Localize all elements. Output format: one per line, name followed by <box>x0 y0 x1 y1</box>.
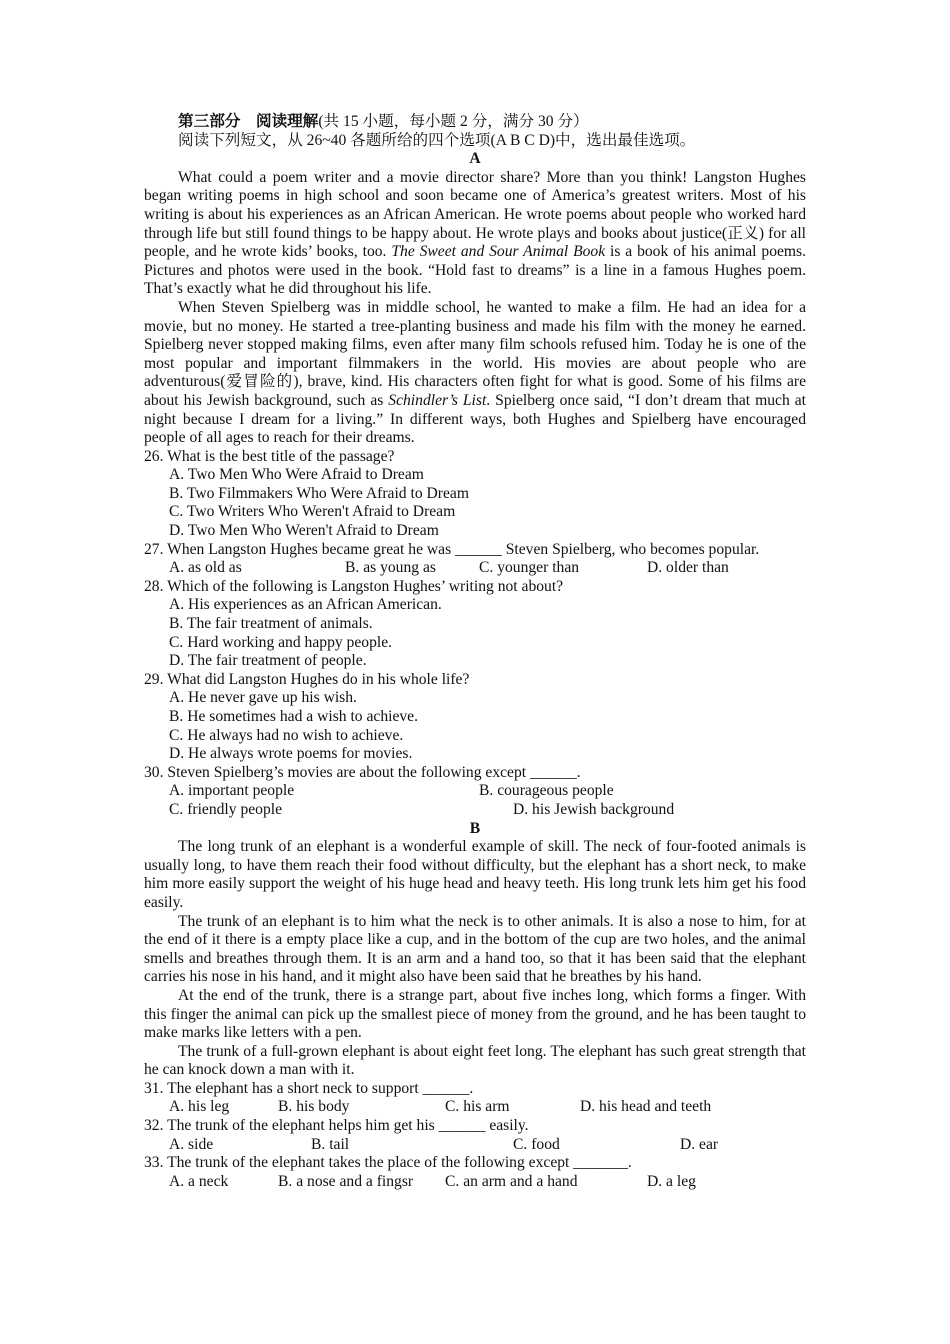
option-a: A. his leg <box>169 1098 230 1116</box>
option-a: A. as old as <box>169 559 242 577</box>
part-title-bold: 第三部分 阅读理解 <box>178 113 319 130</box>
passage-b-paragraph-1: The long trunk of an elephant is a wonderful example of skill. The neck of four-footed animals is usually long, to have them reach their food without difficulty, but the elephant has a short neck, to make him more easily support the weight of his huge head and heavy teeth. His long trunk lets him get his food easily. <box>144 838 806 911</box>
option-c: C. food <box>513 1135 560 1153</box>
option-c: C. an arm and a hand <box>445 1172 578 1190</box>
options-row <box>144 782 806 801</box>
options-row <box>144 1173 806 1192</box>
passage-a-p1-text-end: is a book of his animal poems. Pictures and photos were used in the book. “Hold fast to dreams” is a line in a famous Hughes poem. That’s exactly what he did throughout his life. <box>144 243 807 298</box>
options-row <box>144 801 806 820</box>
question-31 <box>144 1080 806 1117</box>
option-a: A. His experiences as an African American. <box>169 596 442 614</box>
option-a: A. important people <box>169 782 295 800</box>
option-c: C. Hard working and happy people. <box>169 633 393 651</box>
option-a: A. a neck <box>169 1172 229 1190</box>
question-30 <box>144 764 806 820</box>
option-c: C. He always had no wish to achieve. <box>169 726 404 744</box>
film-title: Schindler’s List <box>388 391 487 409</box>
option-c: C. Two Writers Who Weren't Afraid to Dream <box>169 503 456 521</box>
option-b: B. a nose and a fingsr <box>278 1172 414 1190</box>
options-row <box>144 1098 806 1117</box>
question-33 <box>144 1154 806 1191</box>
instructions: 阅读下列短文，从 26~40 各题所给的四个选项(A B C D)中，选出最佳选项。 <box>178 131 696 149</box>
option-b: B. courageous people <box>479 782 614 800</box>
options-row <box>144 1136 806 1155</box>
passage-b-paragraph-4: The trunk of a full-grown elephant is about eight feet long. The elephant has such great strength that he can knock down a man with it. <box>144 1042 806 1079</box>
passage-a-paragraph-1 <box>144 169 806 299</box>
question-stem: 29. What did Langston Hughes do in his whole life? <box>144 670 470 688</box>
question-stem: 33. The trunk of the elephant takes the place of the following except _______. <box>144 1154 632 1172</box>
option-d: D. Two Men Who Weren't Afraid to Dream <box>169 522 439 540</box>
option-b: B. The fair treatment of animals. <box>169 615 373 633</box>
question-stem: 31. The elephant has a short neck to support ______. <box>144 1079 474 1097</box>
exam-page <box>144 113 806 1191</box>
option-c: C. his arm <box>445 1098 510 1116</box>
option-c: C. friendly people <box>169 800 283 818</box>
option-b: B. He sometimes had a wish to achieve. <box>169 708 419 725</box>
passage-a-p1-text: What could a poem writer and a movie director share? More than you think! Langston Hughes began writing poems in high school and soon became one of America’s greatest writers. Most of his writing is about his experiences as an African American. He wrote poems about people who worked hard through life but still found things to be happy about. He wrote plays and books about justice(正义) for all people, and he wrote kids’ books, too. <box>144 168 806 261</box>
question-stem: 28. Which of the following is Langston Hughes’ writing not about? <box>144 577 564 595</box>
question-27 <box>144 541 806 578</box>
question-stem: 32. The trunk of the elephant helps him get his ______ easily. <box>144 1117 529 1135</box>
passage-b-paragraph-3: At the end of the trunk, there is a strange part, about five inches long, which forms a finger. With this finger the animal can pick up the smallest piece of money from the ground, and he has been taught to make marks like letters with a pen. <box>144 986 806 1042</box>
option-d: D. He always wrote poems for movies. <box>169 745 413 763</box>
part-title-rest: (共 15 小题，每小题 2 分，满分 30 分） <box>318 113 589 130</box>
option-d: D. his head and teeth <box>580 1098 712 1116</box>
option-b: B. his body <box>278 1098 350 1116</box>
question-stem: 26. What is the best title of the passage? <box>144 447 395 465</box>
section-a-label: A <box>469 150 481 168</box>
option-d: D. his Jewish background <box>513 800 675 818</box>
section-b-label: B <box>469 819 481 837</box>
book-title: The Sweet and Sour Animal Book <box>391 243 606 261</box>
option-b: B. tail <box>311 1135 350 1153</box>
question-28 <box>144 578 806 671</box>
option-a: A. He never gave up his wish. <box>169 689 357 707</box>
option-b: B. Two Filmmakers Who Were Afraid to Dream <box>169 484 469 502</box>
passage-a-p2-text-end: . Spielberg once said, “I don’t dream that much at night because I dream for a living.” In different ways, both Hughes and Spielberg have encouraged people of all ages to reach for their dreams. <box>144 391 806 447</box>
option-d: D. a leg <box>647 1172 696 1190</box>
question-stem: 27. When Langston Hughes became great he was ______ Steven Spielberg, who becomes popular. <box>144 540 760 558</box>
question-32 <box>144 1117 806 1154</box>
passage-b-paragraph-2: The trunk of an elephant is to him what the neck is to other animals. It is also a nose to him, for at the end of it there is a empty place like a cup, and in the bottom of the cup are two holes, and the animal smells and breathes through them. It is an arm and a hand too, so that it has been said that the elephant carries his nose in his hand, and it might also have been said that he breathes by his hand. <box>144 912 806 986</box>
options-row <box>144 559 806 578</box>
option-a: A. side <box>169 1135 214 1153</box>
question-29 <box>144 671 806 764</box>
passage-a-paragraph-2 <box>144 299 806 448</box>
option-c: C. younger than <box>479 559 580 577</box>
option-d: D. ear <box>680 1135 719 1153</box>
part-title <box>144 113 806 132</box>
question-26 <box>144 448 806 541</box>
option-b: B. as young as <box>345 559 436 577</box>
option-d: D. The fair treatment of people. <box>169 652 367 670</box>
option-a: A. Two Men Who Were Afraid to Dream <box>169 466 424 484</box>
passage-a-p2-text: When Steven Spielberg was in middle school, he wanted to make a film. He had an idea for a movie, but no money. He started a tree-planting business and made his film with the money he earned. Spielberg never stopped making films, even after many film schools refused him. Today he is one of the most popular and important filmmakers in the world. His movies are about people who are adventurous(爱冒险的), brave, kind. His characters often fight for what is good. Some of his films are about his Jewish background, such as <box>144 298 806 409</box>
question-stem: 30. Steven Spielberg’s movies are about the following except ______. <box>144 763 581 781</box>
option-d: D. older than <box>647 559 729 577</box>
